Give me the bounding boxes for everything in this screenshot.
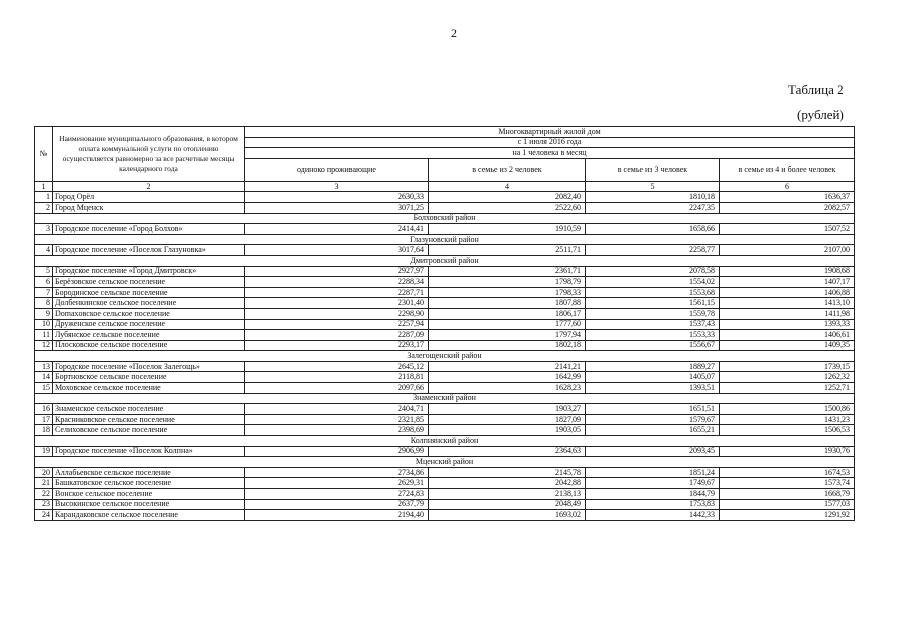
row-number: 23 — [35, 499, 53, 510]
tariff-table — [34, 126, 855, 521]
tariff-value: 1674,53 — [720, 467, 855, 478]
column-number: 4 — [429, 181, 586, 192]
municipality-name: Город Мценск — [53, 202, 245, 213]
row-number: 21 — [35, 478, 53, 489]
tariff-value: 1554,02 — [586, 277, 720, 288]
tariff-value: 2404,71 — [245, 404, 429, 415]
municipality-name: Долбенкинское сельское поселение — [53, 298, 245, 309]
table-row — [35, 224, 855, 235]
tariff-value: 1537,43 — [586, 319, 720, 330]
tariff-value: 2287,71 — [245, 287, 429, 298]
tariff-value: 1810,18 — [586, 192, 720, 203]
table-row — [35, 266, 855, 277]
table-row — [35, 414, 855, 425]
row-number: 16 — [35, 404, 53, 415]
header-num: № — [35, 127, 53, 182]
header-name: Наименование муниципального образования, в котором оплата коммунальной услуги по отоплению осуществляется равномерно за все расчетные месяцы календарного года — [53, 127, 245, 182]
tariff-value: 1442,33 — [586, 510, 720, 521]
row-number: 4 — [35, 245, 53, 256]
header-building: Многоквартирный жилой дом — [245, 127, 855, 138]
tariff-value: 1252,71 — [720, 383, 855, 394]
tariff-value: 1668,79 — [720, 489, 855, 500]
header-col6: в семье из 4 и более человек — [720, 158, 855, 181]
municipality-name: Городское поселение «Город Болхов» — [53, 224, 245, 235]
tariff-value: 2048,49 — [429, 499, 586, 510]
municipality-name: Аллабьевское сельское поселение — [53, 467, 245, 478]
district-name: Глазуновский район — [35, 234, 855, 245]
table-row — [35, 308, 855, 319]
table-row — [35, 404, 855, 415]
table-body — [35, 192, 855, 520]
tariff-value: 2630,33 — [245, 192, 429, 203]
column-number: 3 — [245, 181, 429, 192]
municipality-name: Городское поселение «Поселок Залегощь» — [53, 361, 245, 372]
table-row — [35, 319, 855, 330]
tariff-value: 1777,60 — [429, 319, 586, 330]
header-per-person: на 1 человека в месяц — [245, 148, 855, 159]
table-row — [35, 383, 855, 394]
tariff-value: 1577,03 — [720, 499, 855, 510]
municipality-name: Город Орёл — [53, 192, 245, 203]
row-number: 10 — [35, 319, 53, 330]
tariff-value: 2645,12 — [245, 361, 429, 372]
district-name: Болховский район — [35, 213, 855, 224]
district-row — [35, 393, 855, 404]
tariff-value: 2082,57 — [720, 202, 855, 213]
tariff-value: 1908,68 — [720, 266, 855, 277]
municipality-name: Плосковское сельское поселение — [53, 340, 245, 351]
municipality-name: Городское поселение «Поселок Колпна» — [53, 446, 245, 457]
tariff-value: 1693,02 — [429, 510, 586, 521]
tariff-value: 1579,67 — [586, 414, 720, 425]
tariff-value: 1806,17 — [429, 308, 586, 319]
column-number: 1 — [35, 181, 53, 192]
tariff-value: 1405,07 — [586, 372, 720, 383]
tariff-value: 1507,52 — [720, 224, 855, 235]
municipality-name: Городское поселение «Поселок Глазуновка» — [53, 245, 245, 256]
tariff-value: 1628,23 — [429, 383, 586, 394]
row-number: 19 — [35, 446, 53, 457]
tariff-value: 2734,86 — [245, 467, 429, 478]
row-number: 18 — [35, 425, 53, 436]
tariff-value: 1797,94 — [429, 330, 586, 341]
district-row — [35, 436, 855, 447]
tariff-value: 1559,78 — [586, 308, 720, 319]
tariff-value: 1642,99 — [429, 372, 586, 383]
tariff-value: 2637,79 — [245, 499, 429, 510]
tariff-value: 1749,67 — [586, 478, 720, 489]
tariff-value: 2522,60 — [429, 202, 586, 213]
tariff-value: 2361,71 — [429, 266, 586, 277]
tariff-value: 2194,40 — [245, 510, 429, 521]
tariff-value: 1851,24 — [586, 467, 720, 478]
tariff-value: 2107,00 — [720, 245, 855, 256]
tariff-value: 3017,64 — [245, 245, 429, 256]
tariff-value: 1407,17 — [720, 277, 855, 288]
table-row — [35, 478, 855, 489]
district-name: Мценский район — [35, 457, 855, 468]
tariff-value: 2078,58 — [586, 266, 720, 277]
municipality-name: Моховское сельское поселение — [53, 383, 245, 394]
table-row — [35, 192, 855, 203]
header-col3: одиноко проживающие — [245, 158, 429, 181]
table-row — [35, 361, 855, 372]
tariff-value: 2414,41 — [245, 224, 429, 235]
tariff-value: 1393,51 — [586, 383, 720, 394]
column-number: 6 — [720, 181, 855, 192]
row-number: 9 — [35, 308, 53, 319]
column-number: 5 — [586, 181, 720, 192]
district-row — [35, 457, 855, 468]
tariff-value: 2321,85 — [245, 414, 429, 425]
tariff-value: 1802,18 — [429, 340, 586, 351]
tariff-value: 1844,79 — [586, 489, 720, 500]
row-number: 5 — [35, 266, 53, 277]
tariff-value: 2301,40 — [245, 298, 429, 309]
units-label: (рублей) — [797, 107, 844, 122]
tariff-value: 1889,27 — [586, 361, 720, 372]
tariff-value: 2288,34 — [245, 277, 429, 288]
tariff-value: 2258,77 — [586, 245, 720, 256]
tariff-value: 1406,61 — [720, 330, 855, 341]
tariff-value: 2257,94 — [245, 319, 429, 330]
municipality-name: Карандаковское сельское поселение — [53, 510, 245, 521]
table-row — [35, 202, 855, 213]
municipality-name: Друженское сельское поселение — [53, 319, 245, 330]
table-row — [35, 372, 855, 383]
tariff-value: 1393,33 — [720, 319, 855, 330]
tariff-value: 1262,32 — [720, 372, 855, 383]
tariff-value: 1910,59 — [429, 224, 586, 235]
tariff-value: 1930,76 — [720, 446, 855, 457]
row-number: 15 — [35, 383, 53, 394]
tariff-value: 2298,90 — [245, 308, 429, 319]
table-row — [35, 245, 855, 256]
tariff-value: 2906,99 — [245, 446, 429, 457]
tariff-value: 1573,74 — [720, 478, 855, 489]
tariff-value: 1411,98 — [720, 308, 855, 319]
tariff-value: 2141,21 — [429, 361, 586, 372]
tariff-value: 1658,66 — [586, 224, 720, 235]
tariff-value: 2511,71 — [429, 245, 586, 256]
header-col4: в семье из 2 человек — [429, 158, 586, 181]
municipality-name: Башкатовское сельское поселение — [53, 478, 245, 489]
table-row — [35, 340, 855, 351]
tariff-value: 1413,10 — [720, 298, 855, 309]
municipality-name: Городское поселение «Город Дмитровск» — [53, 266, 245, 277]
row-number: 11 — [35, 330, 53, 341]
header-col5: в семье из 3 человек — [586, 158, 720, 181]
row-number: 14 — [35, 372, 53, 383]
tariff-value: 1903,05 — [429, 425, 586, 436]
table-row — [35, 489, 855, 500]
municipality-name: Бородинское сельское поселение — [53, 287, 245, 298]
tariff-value: 2398,69 — [245, 425, 429, 436]
tariff-value: 2042,88 — [429, 478, 586, 489]
tariff-value: 1798,33 — [429, 287, 586, 298]
row-number: 12 — [35, 340, 53, 351]
table-row — [35, 330, 855, 341]
tariff-value: 1553,33 — [586, 330, 720, 341]
tariff-value: 2927,97 — [245, 266, 429, 277]
municipality-name: Селиховское сельское поселение — [53, 425, 245, 436]
district-name: Знаменский район — [35, 393, 855, 404]
column-number: 2 — [53, 181, 245, 192]
column-number-row — [35, 181, 855, 192]
tariff-value: 2629,31 — [245, 478, 429, 489]
district-row — [35, 213, 855, 224]
table-row — [35, 425, 855, 436]
district-name: Колпнянский район — [35, 436, 855, 447]
tariff-value: 1561,15 — [586, 298, 720, 309]
tariff-value: 1798,79 — [429, 277, 586, 288]
page-number: 2 — [451, 26, 457, 40]
table-row — [35, 446, 855, 457]
tariff-value: 2138,13 — [429, 489, 586, 500]
tariff-value: 1409,35 — [720, 340, 855, 351]
tariff-value: 1431,23 — [720, 414, 855, 425]
table-row — [35, 499, 855, 510]
tariff-value: 1903,27 — [429, 404, 586, 415]
table-row — [35, 298, 855, 309]
row-number: 1 — [35, 192, 53, 203]
municipality-name: Знаменское сельское поселение — [53, 404, 245, 415]
row-number: 3 — [35, 224, 53, 235]
table-row — [35, 510, 855, 521]
district-name: Дмитровский район — [35, 255, 855, 266]
row-number: 8 — [35, 298, 53, 309]
tariff-value: 1406,88 — [720, 287, 855, 298]
municipality-name: Берёзовское сельское поселение — [53, 277, 245, 288]
table-row — [35, 467, 855, 478]
tariff-value: 2097,66 — [245, 383, 429, 394]
tariff-value: 2118,81 — [245, 372, 429, 383]
tariff-value: 2145,78 — [429, 467, 586, 478]
tariff-value: 1753,83 — [586, 499, 720, 510]
municipality-name: Лубянское сельское поселение — [53, 330, 245, 341]
municipality-name: Вонское сельское поселение — [53, 489, 245, 500]
tariff-value: 1827,09 — [429, 414, 586, 425]
tariff-value: 2364,63 — [429, 446, 586, 457]
tariff-value: 2293,17 — [245, 340, 429, 351]
row-number: 24 — [35, 510, 53, 521]
table-caption: Таблица 2 — [788, 82, 844, 97]
municipality-name: Бортновское сельское поселение — [53, 372, 245, 383]
row-number: 6 — [35, 277, 53, 288]
tariff-value: 2287,09 — [245, 330, 429, 341]
tariff-table-container — [34, 126, 854, 521]
table-row — [35, 287, 855, 298]
tariff-value: 2082,40 — [429, 192, 586, 203]
municipality-name: Красниковское сельское поселение — [53, 414, 245, 425]
municipality-name: Высокинское сельское поселение — [53, 499, 245, 510]
row-number: 17 — [35, 414, 53, 425]
tariff-value: 1556,67 — [586, 340, 720, 351]
tariff-value: 2724,83 — [245, 489, 429, 500]
tariff-value: 1651,51 — [586, 404, 720, 415]
tariff-value: 1291,92 — [720, 510, 855, 521]
row-number: 20 — [35, 467, 53, 478]
municipality-name: Domaxoвское сельское поселение — [53, 308, 245, 319]
district-name: Залегощенский район — [35, 351, 855, 362]
tariff-value: 1500,86 — [720, 404, 855, 415]
district-row — [35, 234, 855, 245]
district-row — [35, 351, 855, 362]
tariff-value: 3071,25 — [245, 202, 429, 213]
row-number: 2 — [35, 202, 53, 213]
tariff-value: 2247,35 — [586, 202, 720, 213]
tariff-value: 1739,15 — [720, 361, 855, 372]
table-row — [35, 277, 855, 288]
row-number: 13 — [35, 361, 53, 372]
tariff-value: 2093,45 — [586, 446, 720, 457]
tariff-value: 1553,68 — [586, 287, 720, 298]
tariff-value: 1506,53 — [720, 425, 855, 436]
tariff-value: 1636,37 — [720, 192, 855, 203]
tariff-value: 1655,21 — [586, 425, 720, 436]
row-number: 22 — [35, 489, 53, 500]
header-date: с 1 июля 2016 года — [245, 137, 855, 148]
tariff-value: 1807,88 — [429, 298, 586, 309]
row-number: 7 — [35, 287, 53, 298]
district-row — [35, 255, 855, 266]
